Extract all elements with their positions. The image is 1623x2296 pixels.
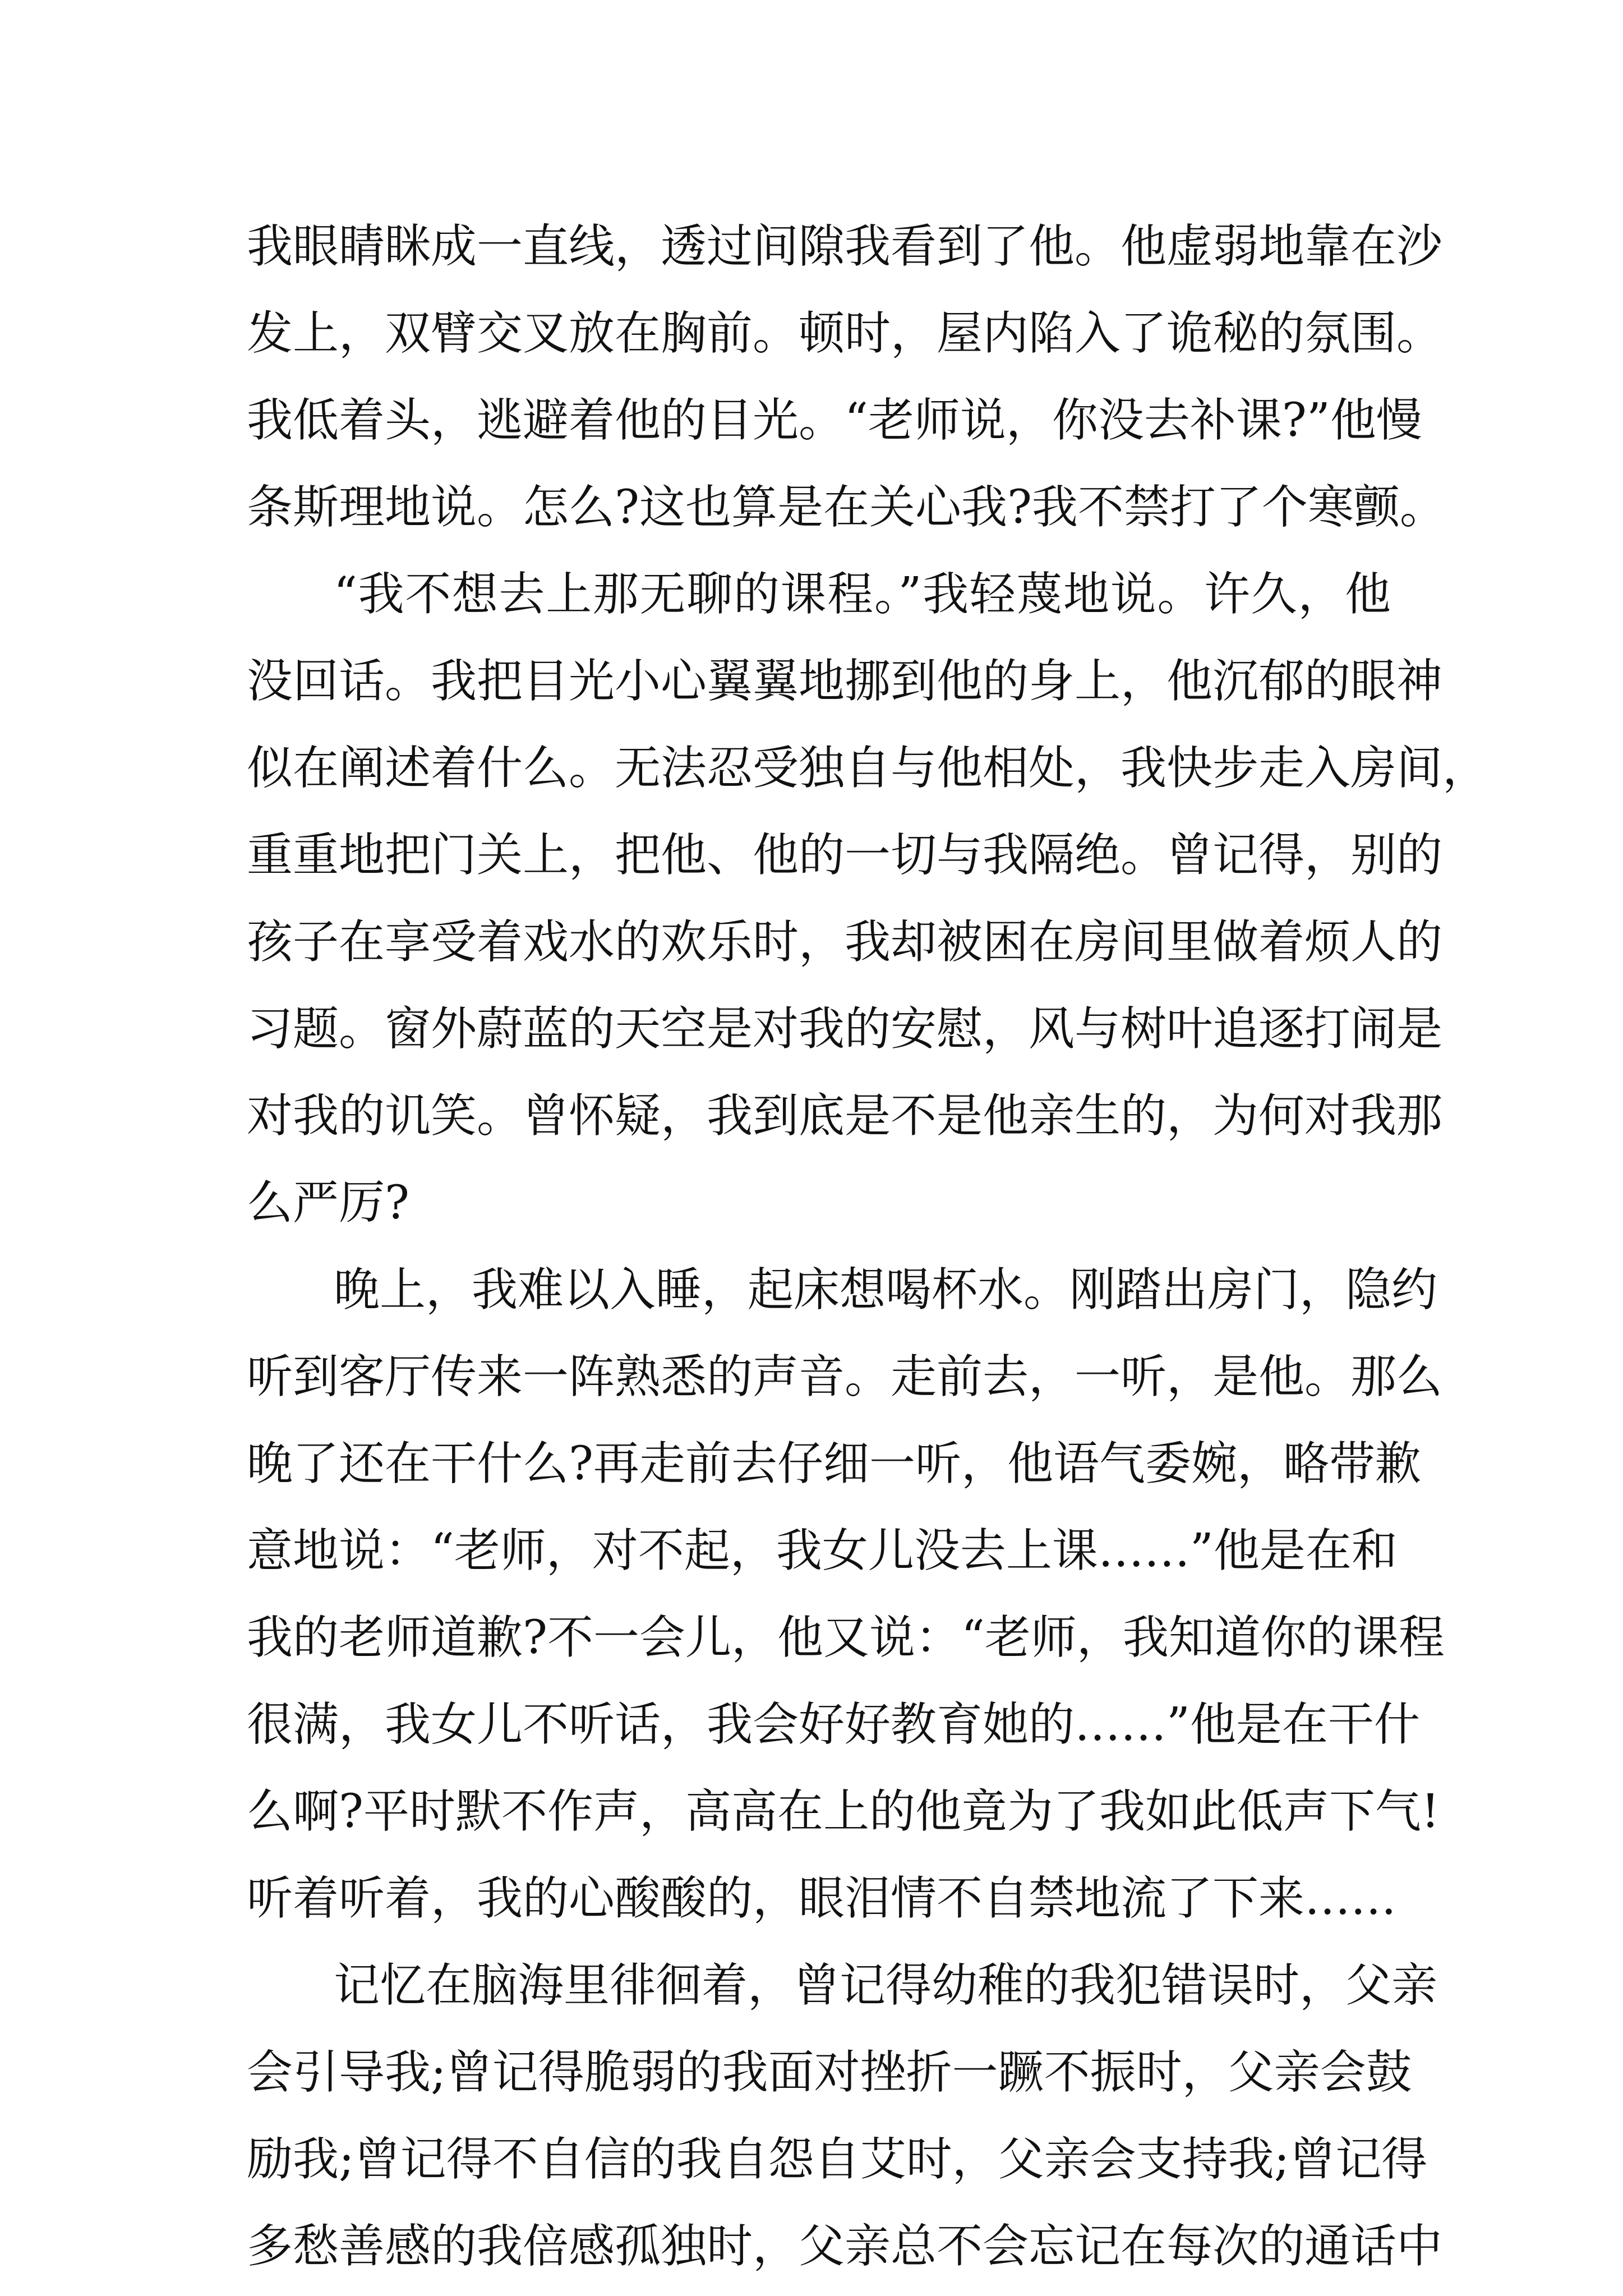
text-line: 么啊?平时默不作声，高高在上的他竟为了我如此低声下气! — [247, 1785, 1440, 1838]
paragraph-first-line: 记忆在脑海里徘徊着，曾记得幼稚的我犯错误时，父亲 — [334, 1959, 1438, 2012]
text-line: 我低着头，逃避着他的目光。“老师说，你没去补课?”他慢 — [247, 394, 1422, 447]
paragraph-last-line: 么严厉? — [247, 1176, 409, 1230]
text-line: 意地说：“老师，对不起，我女儿没去上课……”他是在和 — [247, 1524, 1398, 1577]
text-line: 对我的讥笑。曾怀疑，我到底是不是他亲生的，为何对我那 — [247, 1089, 1443, 1143]
text-line: 条斯理地说。怎么?这也算是在关心我?我不禁打了个寒颤。 — [247, 481, 1446, 534]
text-line: 我眼睛眯成一直线，透过间隙我看到了他。他虚弱地靠在沙 — [247, 220, 1443, 273]
text-line: 习题。窗外蔚蓝的天空是对我的安慰，风与树叶追逐打闹是 — [247, 1002, 1443, 1056]
text-line: 似在阐述着什么。无法忍受独自与他相处，我快步走入房间， — [247, 742, 1489, 795]
text-line: 晚了还在干什么?再走前去仔细一听，他语气委婉，略带歉 — [247, 1437, 1421, 1490]
paragraph-last-line: 听着听着，我的心酸酸的，眼泪情不自禁地流了下来…… — [247, 1872, 1397, 1925]
text-line: 孩子在享受着戏水的欢乐时，我却被困在房间里做着烦人的 — [247, 915, 1443, 969]
text-line: 我的老师道歉?不一会儿，他又说：“老师，我知道你的课程 — [247, 1611, 1445, 1664]
paragraph-first-line: 晚上，我难以入睡，起床想喝杯水。刚踏出房门，隐约 — [334, 1263, 1438, 1317]
text-line: 多愁善感的我倍感孤独时，父亲总不会忘记在每次的通话中 — [247, 2220, 1443, 2273]
text-line: 重重地把门关上，把他、他的一切与我隔绝。曾记得，别的 — [247, 829, 1443, 882]
text-line: 很满，我女儿不听话，我会好好教育她的……”他是在干什 — [247, 1698, 1420, 1751]
text-line: 没回话。我把目光小心翼翼地挪到他的身上，他沉郁的眼神 — [247, 655, 1443, 708]
text-line: 励我;曾记得不自信的我自怨自艾时，父亲会支持我;曾记得 — [247, 2133, 1428, 2186]
paragraph-first-line: “我不想去上那无聊的课程。”我轻蔑地说。许久，他 — [334, 568, 1391, 621]
text-line: 发上，双臂交叉放在胸前。顿时，屋内陷入了诡秘的氛围。 — [247, 307, 1443, 360]
text-line: 会引导我;曾记得脆弱的我面对挫折一蹶不振时，父亲会鼓 — [247, 2046, 1412, 2099]
text-line: 听到客厅传来一阵熟悉的声音。走前去，一听，是他。那么 — [247, 1350, 1443, 1404]
